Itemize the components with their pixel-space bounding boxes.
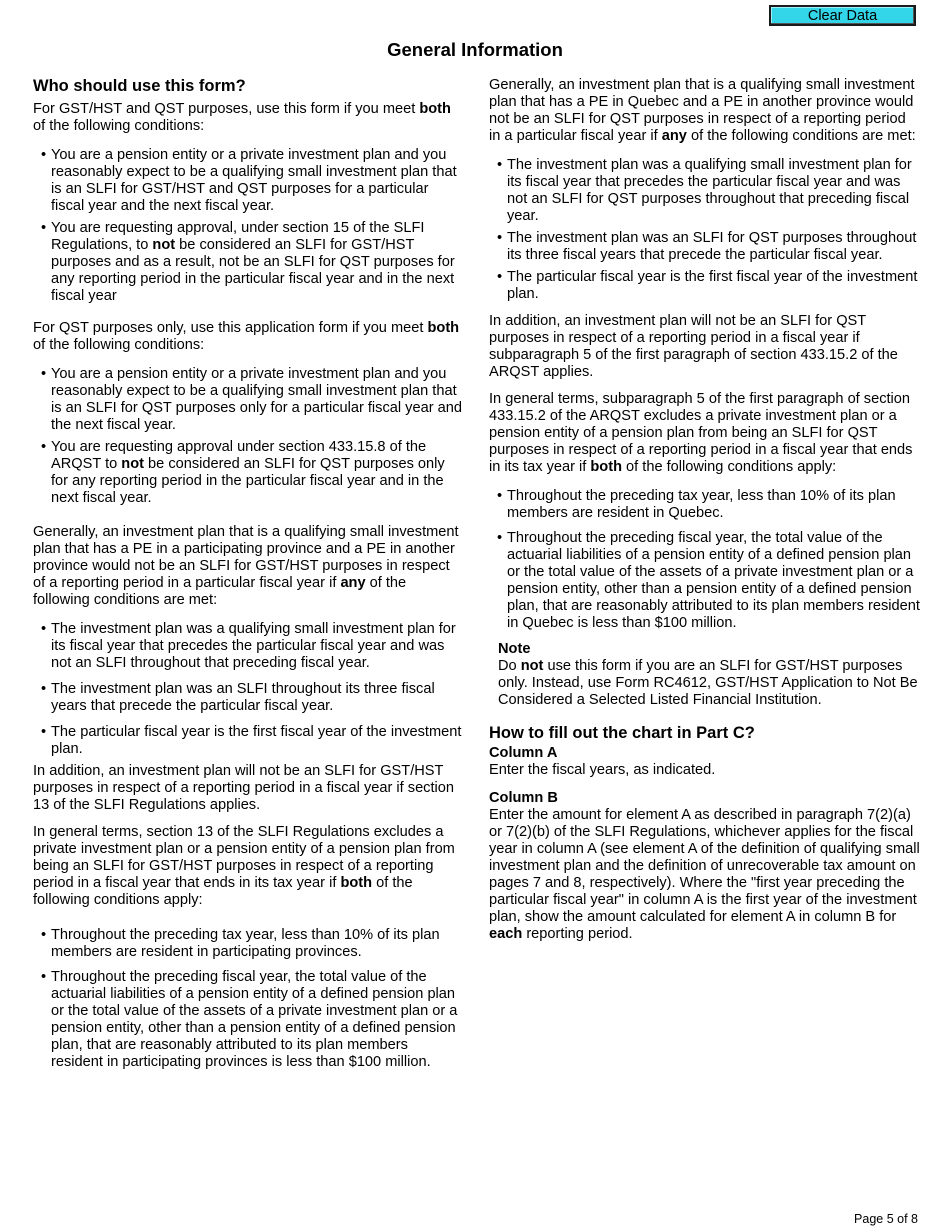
qst-only-intro: For QST purposes only, use this application form if you meet both of the following conditions:	[33, 320, 460, 353]
gst-hst-plan-conditions-list	[33, 621, 463, 758]
section-13-paragraph: In addition, an investment plan will not be an SLFI for GST/HST purposes in respect of a reporting period in a fiscal year if section 13 of the SLFI Regulations applies.	[33, 763, 455, 813]
list-item: • Throughout the preceding tax year, less than 10% of its plan members are resident in Quebec.	[489, 488, 921, 522]
list-item: • You are requesting approval, under section 15 of the SLFI Regulations, to not be considered an SLFI for GST/HST purposes and as a result, not be an SLFI for QST purposes for any reporting period in the particular fiscal year and in the next fiscal year	[33, 220, 463, 305]
clear-data-button[interactable]: Clear Data	[769, 5, 916, 26]
who-should-use-heading: Who should use this form?	[33, 77, 246, 95]
list-item: • The investment plan was a qualifying small investment plan for its fiscal year that precedes the particular fiscal year and was not an SLFI for QST purposes throughout that preceding fiscal year.	[489, 157, 921, 225]
column-a-heading: Column A	[489, 745, 558, 761]
column-b-heading: Column B	[489, 790, 558, 806]
page-title: General Information	[387, 39, 563, 60]
column-b-text: Enter the amount for element A as described in paragraph 7(2)(a) or 7(2)(b) of the SLFI Regulations, whichever applies for the fiscal year in column A (see element A of the definition of qualifying small investment plan and the definition of unrecoverable tax amount on pages 7 and 8, respectively). Where the "first year preceding the particular fiscal year" in column A is the first year of the investment plan, show the amount calculated for element A in column B for each reporting period.	[489, 807, 920, 942]
list-item: • The particular fiscal year is the first fiscal year of the investment plan.	[33, 724, 463, 758]
note-text: Do not use this form if you are an SLFI for GST/HST purposes only. Instead, use Form RC4612, GST/HST Application to Not Be Considered a Selected Listed Financial Institution.	[498, 658, 918, 708]
list-item: • The particular fiscal year is the first fiscal year of the investment plan.	[489, 269, 921, 303]
arqst-general-paragraph: In general terms, subparagraph 5 of the first paragraph of section 433.15.2 of the ARQST excludes a private investment plan or a pension entity of a pension plan from being an SLFI for QST purposes in respect of a reporting period in a fiscal year that ends in its tax year if both of the following conditions apply:	[489, 391, 913, 475]
list-item: • Throughout the preceding tax year, less than 10% of its plan members are resident in participating provinces.	[33, 927, 463, 961]
list-item: • You are a pension entity or a private investment plan and you reasonably expect to be a qualifying small investment plan that is an SLFI for QST purposes only for a particular fiscal year and the next fiscal year.	[33, 366, 463, 434]
part-c-heading: How to fill out the chart in Part C?	[489, 724, 755, 742]
qst-plan-paragraph: Generally, an investment plan that is a qualifying small investment plan that has a PE in Quebec and a PE in another province would not be an SLFI for QST purposes in respect of a reporting period in a particular fiscal year if any of the following conditions are met:	[489, 77, 916, 144]
gst-qst-conditions-list	[33, 147, 463, 305]
page-number: Page 5 of 8	[854, 1212, 918, 1226]
list-item: • You are a pension entity or a private investment plan and you reasonably expect to be a qualifying small investment plan that is an SLFI for GST/HST and QST purposes for a particular fiscal year and the next fiscal year.	[33, 147, 463, 215]
arqst-paragraph: In addition, an investment plan will not be an SLFI for QST purposes in respect of a reporting period in a fiscal year if subparagraph 5 of the first paragraph of section 433.15.2 of the ARQST applies.	[489, 313, 898, 380]
qst-conditions-list	[33, 366, 463, 507]
list-item: • Throughout the preceding fiscal year, the total value of the actuarial liabilities of a pension entity of a defined pension plan or the total value of the assets of a private investment plan or a pension entity, other than a pension entity of a defined pension plan, that are reasonably attributed to its plan members resident in Quebec is less than $100 million.	[489, 530, 921, 632]
list-item: • The investment plan was an SLFI throughout its three fiscal years that precede the particular fiscal year.	[33, 681, 463, 715]
list-item: • Throughout the preceding fiscal year, the total value of the actuarial liabilities of a pension entity of a defined pension plan or the total value of the assets of a private investment plan or a pension entity, other than a pension entity of a defined pension plan, that are reasonably attributed to its plan members resident in participating provinces is less than $100 million.	[33, 969, 463, 1071]
note-heading: Note	[498, 641, 531, 657]
note-box	[489, 641, 921, 709]
right-column	[489, 77, 921, 943]
list-item: • The investment plan was a qualifying small investment plan for its fiscal year that precedes the particular fiscal year and was not an SLFI throughout that preceding fiscal year.	[33, 621, 463, 672]
gst-hst-plan-paragraph: Generally, an investment plan that is a qualifying small investment plan that has a PE in a participating province and a PE in another province would not be an SLFI for GST/HST purposes in respect of a reporting period in a particular fiscal year if any of the following conditions are met:	[33, 524, 459, 608]
section-13-general-paragraph: In general terms, section 13 of the SLFI Regulations excludes a private investment plan or a pension entity of a pension plan from being an SLFI for GST/HST purposes in respect of a reporting period in a fiscal year that ends in its tax year if both of the following conditions apply:	[33, 824, 455, 908]
column-a-text: Enter the fiscal years, as indicated.	[489, 762, 716, 778]
gst-qst-intro: For GST/HST and QST purposes, use this form if you meet both of the following conditions:	[33, 101, 451, 134]
qst-plan-conditions-list	[489, 157, 921, 303]
section-13-conditions-list	[33, 927, 463, 1071]
list-item: • The investment plan was an SLFI for QST purposes throughout its three fiscal years that precede the particular fiscal year.	[489, 230, 921, 264]
left-column	[33, 76, 463, 1076]
arqst-conditions-list	[489, 488, 921, 632]
list-item: • You are requesting approval under section 433.15.8 of the ARQST to not be considered an SLFI for QST purposes only for any reporting period in the particular fiscal year and in the next fiscal year.	[33, 439, 463, 507]
